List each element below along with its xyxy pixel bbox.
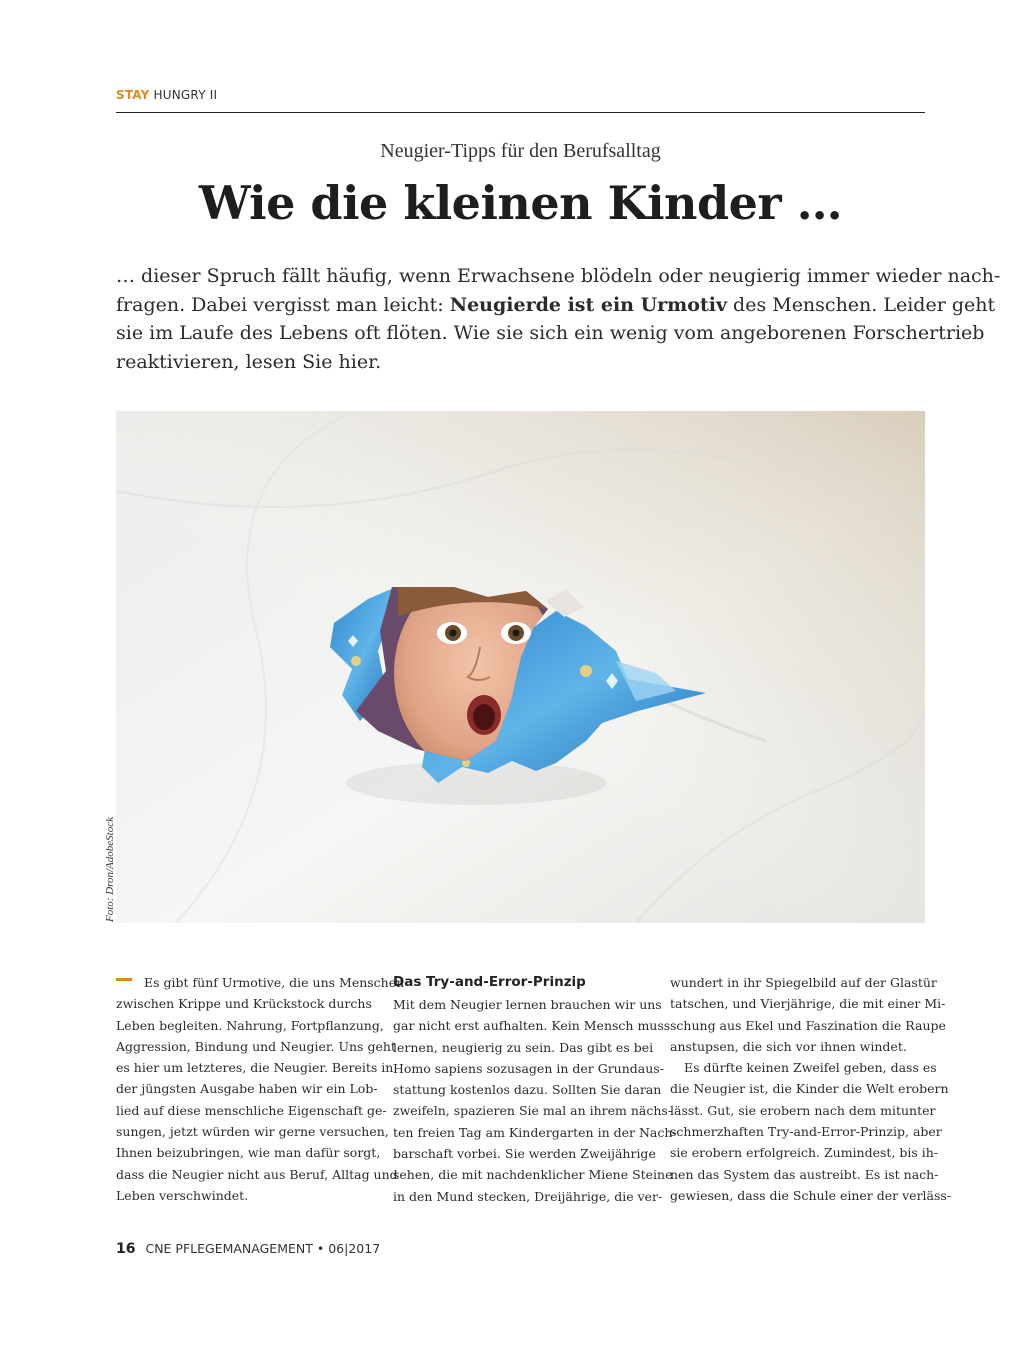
section-label-accent: STAY bbox=[116, 88, 150, 102]
body-column-1 bbox=[116, 972, 405, 1206]
body-line: der jüngsten Ausgabe haben wir ein Lob- bbox=[116, 1081, 378, 1097]
page-footer bbox=[116, 1241, 380, 1257]
section-heading: Das Try-and-Error-Prinzip bbox=[393, 974, 586, 990]
body-line: in den Mund stecken, Dreijährige, die ver- bbox=[393, 1188, 663, 1204]
body-line: Homo sapiens sozusagen in der Grundaus- bbox=[393, 1060, 664, 1076]
body-column-3 bbox=[670, 972, 952, 1206]
publication-name: CNE PFLEGEMANAGEMENT bbox=[145, 1241, 313, 1256]
body-line: lässt. Gut, sie erobern nach dem mitunter bbox=[670, 1102, 936, 1118]
lead-line: sie im Laufe des Lebens oft flöten. Wie sie sich ein wenig vom angeborenen Forschertrieb bbox=[116, 322, 985, 344]
paragraph-dash-icon bbox=[116, 978, 132, 981]
body-line: anstupsen, die sich vor ihnen windet. bbox=[670, 1038, 907, 1054]
page-number: 16 bbox=[116, 1241, 136, 1257]
lead-line bbox=[116, 291, 996, 320]
lead-text: des Menschen. Leider geht bbox=[727, 293, 996, 316]
photo-credit: Foto: Dron/AdobeStock bbox=[104, 817, 116, 922]
body-line: es hier um letzteres, die Neugier. Bereits in bbox=[116, 1060, 394, 1076]
section-label bbox=[116, 88, 217, 102]
body-line: die Neugier ist, die Kinder die Welt erobern bbox=[670, 1081, 949, 1097]
body-line: schung aus Ekel und Faszination die Raupe bbox=[670, 1017, 946, 1033]
lead-line: … dieser Spruch fällt häufig, wenn Erwachsene blödeln oder neugierig immer wieder nach- bbox=[116, 265, 1001, 287]
body-line: sehen, die mit nachdenklicher Miene Steine bbox=[393, 1167, 673, 1183]
body-line: wundert in ihr Spiegelbild auf der Glastür bbox=[670, 975, 937, 990]
article-kicker: Neugier-Tipps für den Berufsalltag bbox=[380, 140, 661, 162]
body-line: gar nicht erst aufhalten. Kein Mensch muss bbox=[393, 1018, 671, 1034]
body-line: Leben verschwindet. bbox=[116, 1187, 249, 1203]
body-line: Aggression, Bindung und Neugier. Uns geht bbox=[116, 1038, 396, 1054]
body-line: gewiesen, dass die Schule einer der verläss- bbox=[670, 1187, 952, 1203]
issue-number: 06|2017 bbox=[328, 1241, 381, 1256]
body-line: schmerzhaften Try-and-Error-Prinzip, aber bbox=[670, 1124, 942, 1140]
body-line: zwischen Krippe und Krückstock durchs bbox=[116, 996, 372, 1012]
body-line: tatschen, und Vierjährige, die mit einer Mi- bbox=[670, 996, 946, 1012]
body-line: ten freien Tag am Kindergarten in der Nach- bbox=[393, 1124, 677, 1140]
body-line: Mit dem Neugier lernen brauchen wir uns bbox=[393, 997, 662, 1012]
body-line: nen das System das austreibt. Es ist nach- bbox=[670, 1166, 939, 1182]
body-text: Es gibt fünf Urmotive, die uns Menschen bbox=[144, 975, 405, 990]
body-line: barschaft vorbei. Sie werden Zweijährige bbox=[393, 1146, 656, 1162]
article-photo bbox=[116, 411, 925, 923]
body-line: lied auf diese menschliche Eigenschaft ge- bbox=[116, 1102, 387, 1118]
section-label-rest: HUNGRY II bbox=[149, 88, 218, 102]
body-line: Ihnen beizubringen, wie man dafür sorgt, bbox=[116, 1145, 381, 1161]
body-line: stattung kostenlos dazu. Sollten Sie daran bbox=[393, 1082, 662, 1098]
body-line: lernen, neugierig zu sein. Das gibt es bei bbox=[393, 1039, 654, 1055]
body-line bbox=[116, 972, 405, 993]
article-title: Wie die kleinen Kinder … bbox=[198, 176, 843, 230]
body-line: sie erobern erfolgreich. Zumindest, bis ih- bbox=[670, 1145, 939, 1161]
lead-emphasis: Neugierde ist ein Urmotiv bbox=[449, 293, 727, 316]
lead-text: fragen. Dabei vergisst man leicht: bbox=[116, 293, 450, 316]
body-line: Es dürfte keinen Zweifel geben, dass es bbox=[684, 1060, 937, 1076]
lead-line: reaktivieren, lesen Sie hier. bbox=[116, 350, 382, 373]
body-column-2 bbox=[393, 972, 677, 1207]
body-line: dass die Neugier nicht aus Beruf, Alltag und bbox=[116, 1166, 398, 1182]
body-line: Leben begleiten. Nahrung, Fortpflanzung, bbox=[116, 1017, 384, 1033]
photo-illustration bbox=[116, 411, 925, 923]
article-lead bbox=[116, 262, 1001, 376]
header-divider bbox=[116, 112, 925, 113]
body-line: sungen, jetzt würden wir gerne versuchen, bbox=[116, 1124, 389, 1140]
body-line: zweifeln, spazieren Sie mal an ihrem nächs- bbox=[393, 1103, 673, 1119]
footer-separator: • bbox=[316, 1241, 325, 1256]
